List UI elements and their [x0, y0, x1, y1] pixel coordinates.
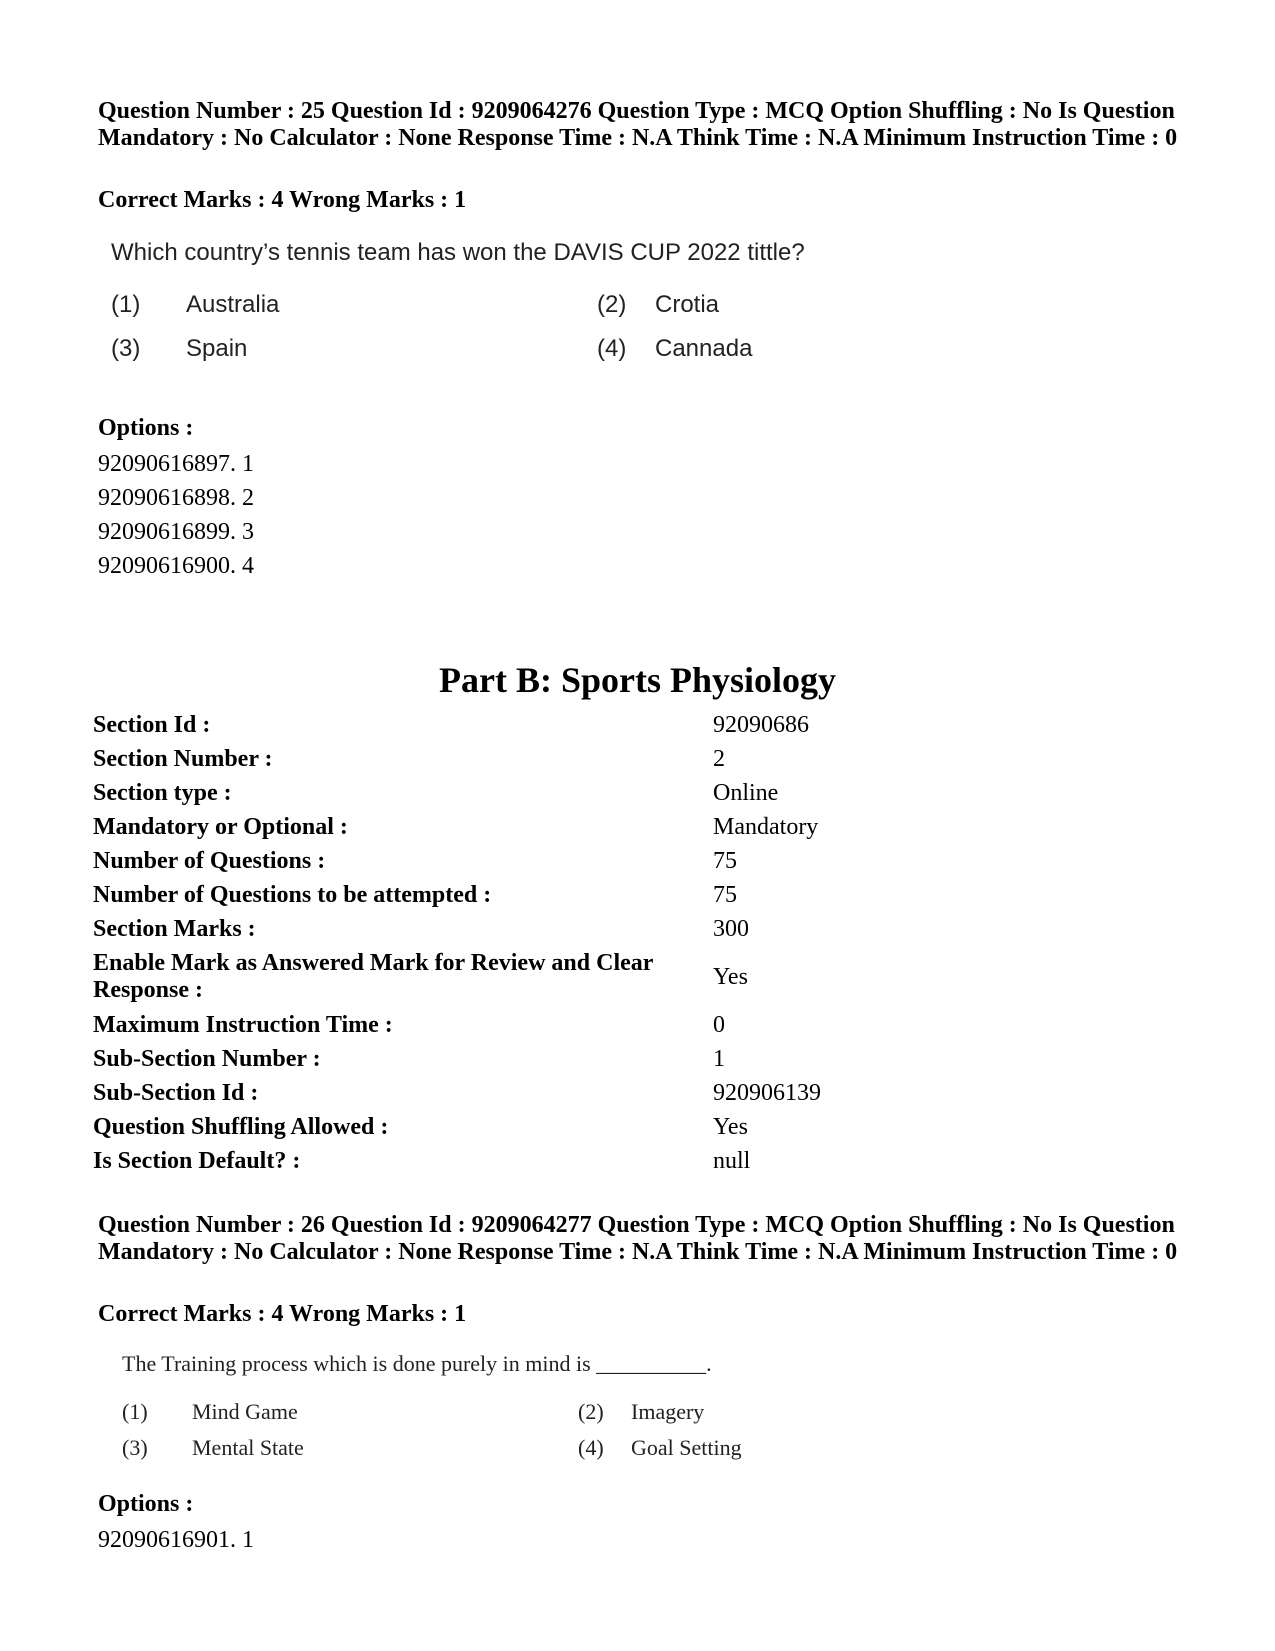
section-info-value: Mandatory: [713, 813, 819, 840]
choice-text: Goal Setting: [631, 1435, 742, 1460]
section-info-row: [93, 912, 1173, 946]
choice-number: (2): [578, 1399, 604, 1424]
section-info-key: Is Section Default? :: [93, 1147, 301, 1174]
choice-text: Mind Game: [192, 1399, 298, 1424]
section-info-key: Section Id :: [93, 711, 211, 738]
question-25-choice-3: [111, 334, 247, 364]
section-info-row: [93, 946, 1173, 1008]
section-info-row: [93, 844, 1173, 878]
question-26-choice-4: [578, 1434, 742, 1462]
section-info-row: [93, 878, 1173, 912]
section-info-value: 300: [713, 915, 749, 942]
section-info-row: [93, 1144, 1173, 1178]
section-info-value: 75: [713, 847, 737, 874]
question-25-choice-4: [597, 334, 752, 364]
option-item: 92090616897. 1: [98, 451, 254, 477]
section-info-key: Maximum Instruction Time :: [93, 1011, 393, 1038]
question-26-choice-1: [122, 1398, 298, 1426]
option-item: 92090616901. 1: [98, 1527, 254, 1553]
choice-number: (3): [122, 1435, 148, 1460]
option-item: 92090616899. 3: [98, 519, 254, 545]
choice-text: Crotia: [655, 291, 720, 318]
section-info-row: [93, 708, 1173, 742]
section-info-value: 1: [713, 1045, 725, 1072]
question-26-options-label: Options :: [98, 1491, 194, 1517]
section-info-key: Sub-Section Id :: [93, 1079, 259, 1106]
section-info-table: [93, 708, 1173, 1178]
choice-text: Mental State: [192, 1435, 304, 1460]
question-26-choice-3: [122, 1434, 304, 1462]
choice-text: Imagery: [631, 1399, 705, 1424]
choice-number: (3): [111, 335, 141, 362]
section-info-row: [93, 1110, 1173, 1144]
choice-text: Cannada: [655, 335, 753, 362]
option-item: 92090616900. 4: [98, 553, 254, 579]
question-25-options-label: Options :: [98, 415, 194, 441]
choice-text: Spain: [186, 335, 248, 362]
section-info-value: 0: [713, 1011, 725, 1038]
section-info-value: null: [713, 1147, 751, 1174]
section-info-key: Number of Questions :: [93, 847, 326, 874]
section-info-row: [93, 1042, 1173, 1076]
section-info-row: [93, 742, 1173, 776]
question-25-choice-2: [597, 290, 719, 320]
section-info-key: Mandatory or Optional :: [93, 813, 348, 840]
section-info-value: 75: [713, 881, 737, 908]
section-info-row: [93, 1008, 1173, 1042]
choice-number: (1): [111, 291, 141, 318]
choice-text: Australia: [186, 291, 280, 318]
section-info-row: [93, 1076, 1173, 1110]
section-info-key: Number of Questions to be attempted :: [93, 881, 492, 908]
section-info-key: Section type :: [93, 779, 232, 806]
question-25-text: Which country’s tennis team has won the DAVIS CUP 2022 tittle?: [111, 239, 805, 266]
choice-number: (4): [578, 1435, 604, 1460]
choice-number: (1): [122, 1399, 148, 1424]
section-info-key: Section Number :: [93, 745, 273, 772]
choice-number: (4): [597, 335, 627, 362]
section-info-value: 920906139: [713, 1079, 821, 1106]
question-26-choice-2: [578, 1398, 704, 1426]
option-item: 92090616898. 2: [98, 485, 254, 511]
question-25-marks: Correct Marks : 4 Wrong Marks : 1: [98, 187, 467, 213]
question-26-text: The Training process which is done purely in mind is __________.: [122, 1351, 712, 1376]
part-title: Part B: Sports Physiology: [438, 660, 836, 700]
question-26-options-list: [98, 1523, 254, 1557]
section-info-row: [93, 810, 1173, 844]
section-info-key: Question Shuffling Allowed :: [93, 1113, 389, 1140]
question-25-header: Question Number : 25 Question Id : 9209064276 Question Type : MCQ Option Shuffling : No Is Question Mandatory : No Calculator : None Response Time : N.A Think Time : N.A Minimum Instruction Time : 0: [98, 98, 1178, 151]
section-info-key: Section Marks :: [93, 915, 256, 942]
section-info-value: 2: [713, 745, 725, 772]
question-25-choice-1: [111, 290, 279, 320]
choice-number: (2): [597, 291, 627, 318]
section-info-value: Online: [713, 779, 779, 806]
section-info-value: Yes: [713, 963, 748, 990]
section-info-key: Enable Mark as Answered Mark for Review and Clear Response :: [93, 950, 653, 1003]
question-26-header: Question Number : 26 Question Id : 9209064277 Question Type : MCQ Option Shuffling : No Is Question Mandatory : No Calculator : None Response Time : N.A Think Time : N.A Minimum Instruction Time : 0: [98, 1212, 1178, 1265]
question-26-marks: Correct Marks : 4 Wrong Marks : 1: [98, 1301, 467, 1327]
section-info-value: Yes: [713, 1113, 748, 1140]
section-info-value: 92090686: [713, 711, 809, 738]
section-info-row: [93, 776, 1173, 810]
section-info-key: Sub-Section Number :: [93, 1045, 321, 1072]
question-25-options-list: [98, 447, 254, 583]
